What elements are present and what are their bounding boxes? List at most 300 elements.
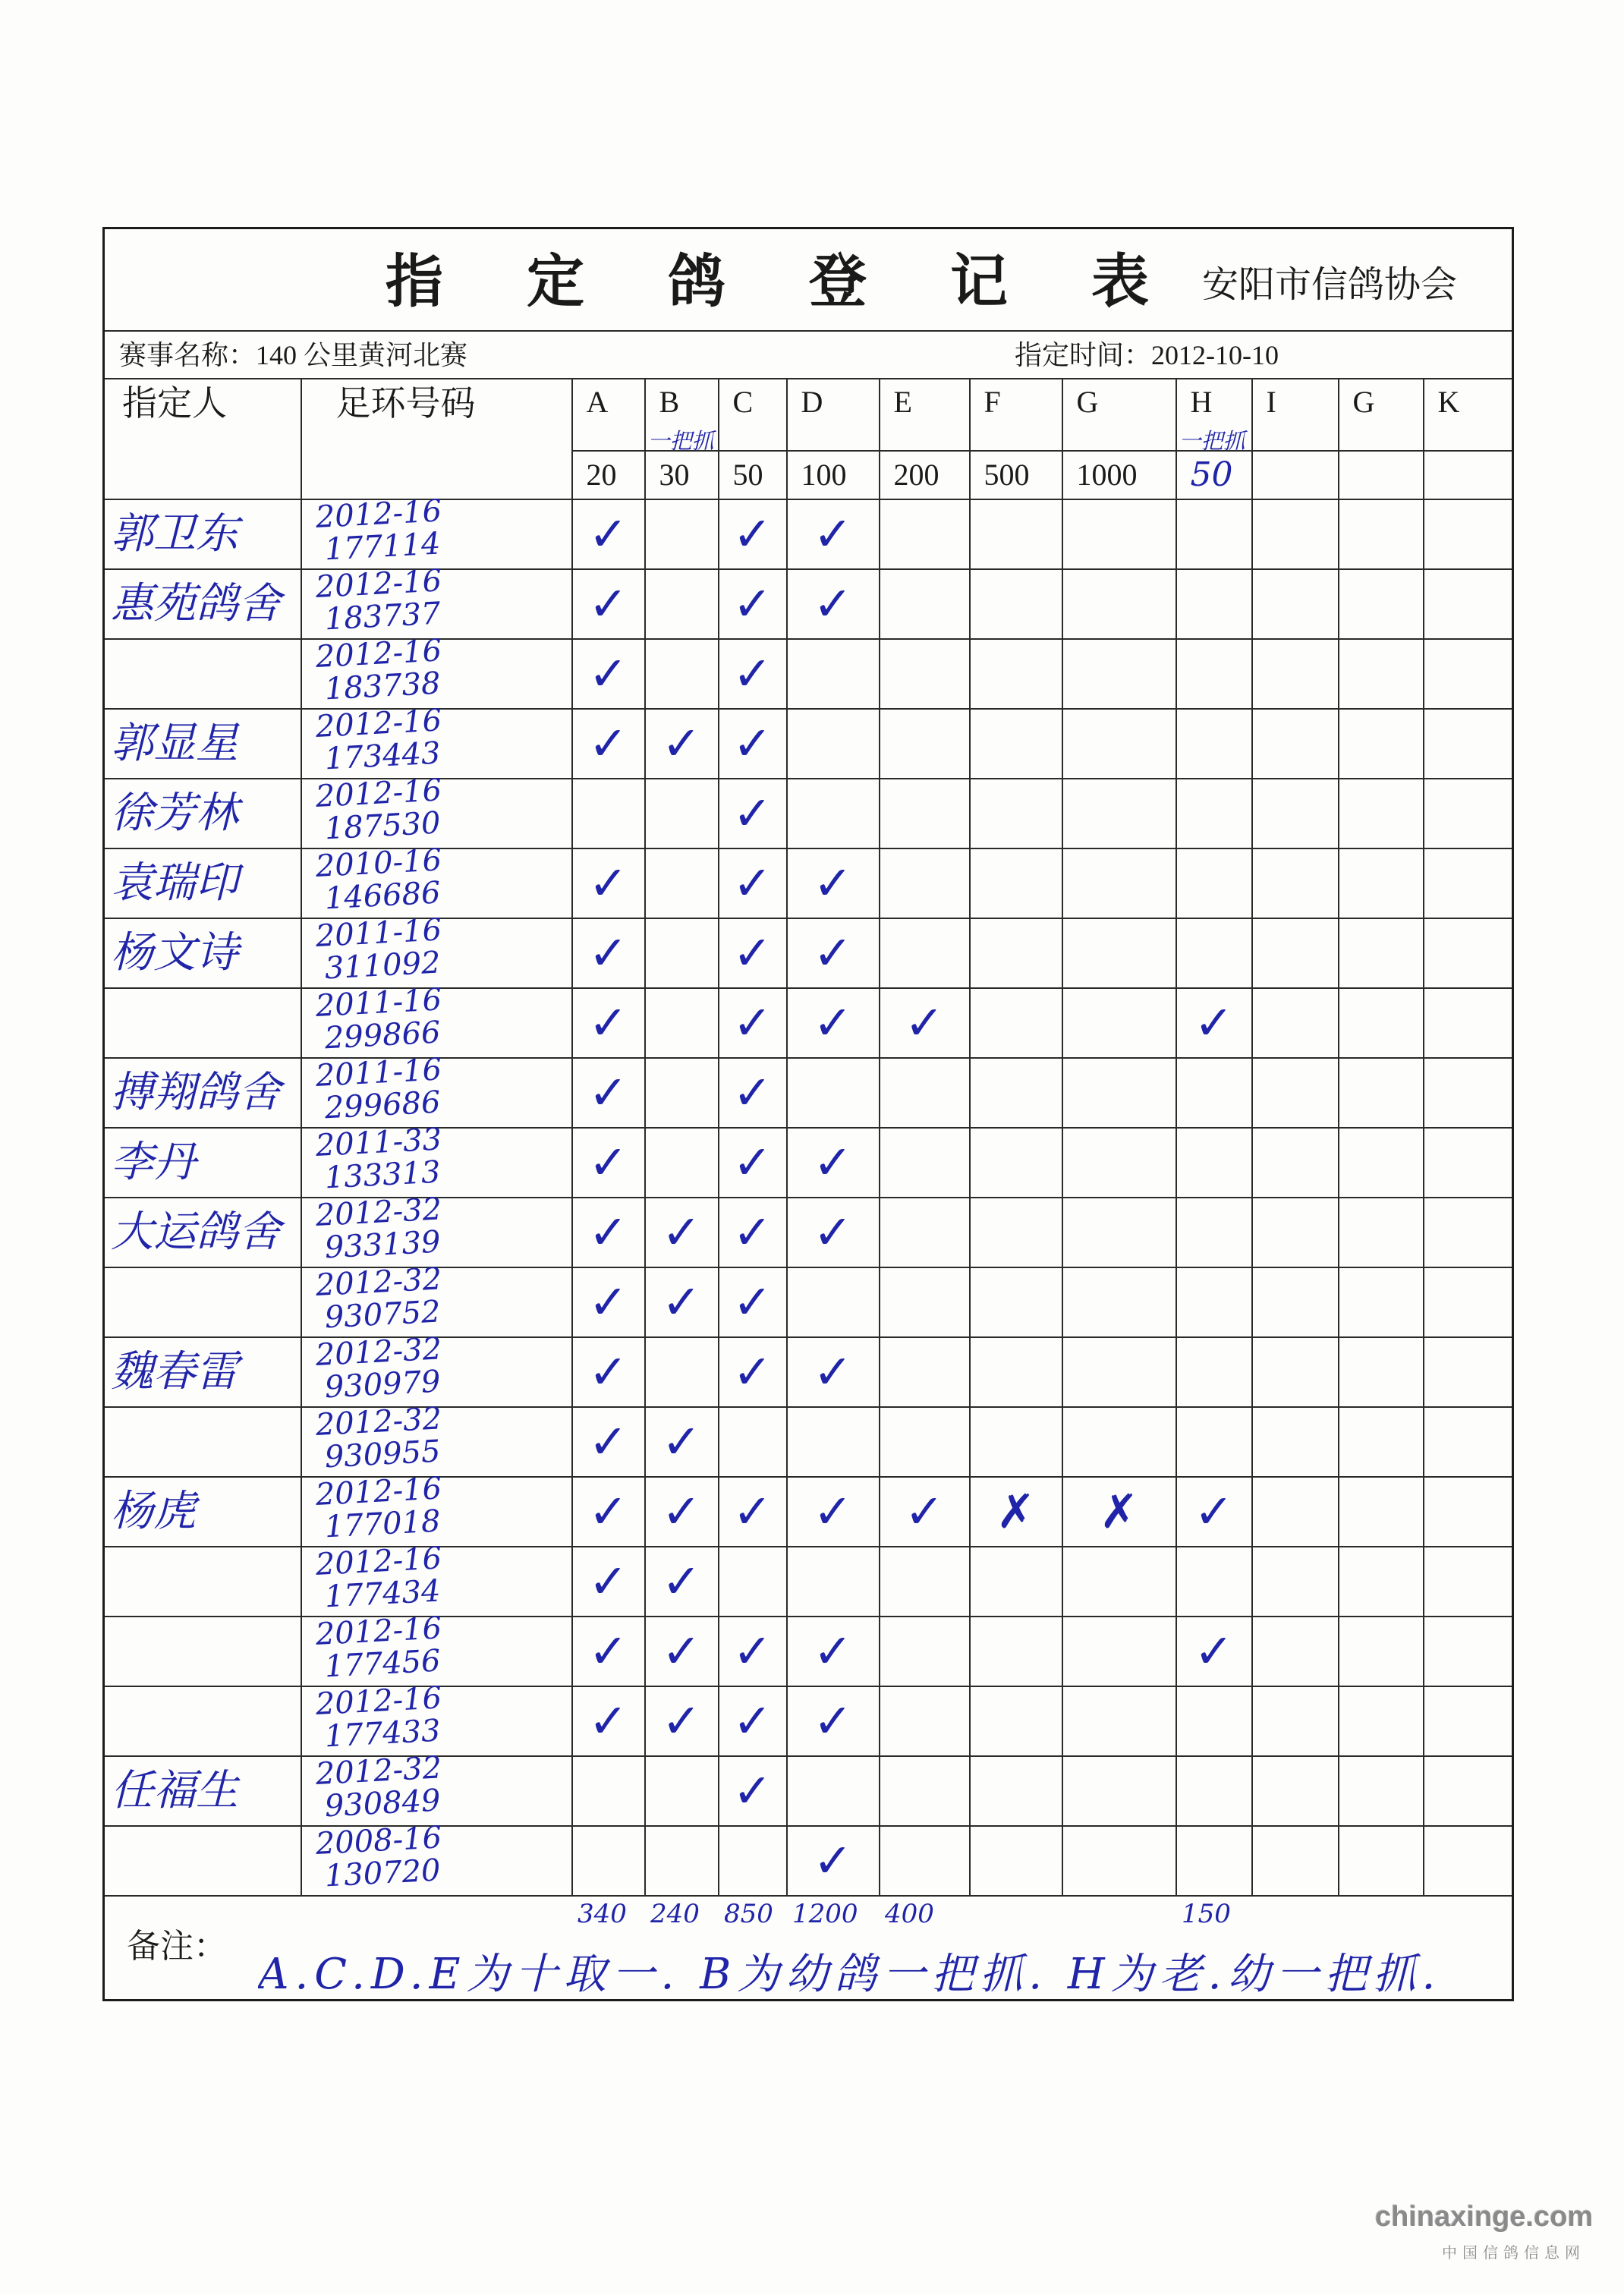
mark-cell-k bbox=[1424, 1756, 1513, 1826]
mark-cell-a bbox=[572, 779, 645, 848]
mark-cell-k bbox=[1424, 709, 1513, 779]
mark-cell-b bbox=[645, 1058, 719, 1128]
ring-cell bbox=[301, 1610, 572, 1686]
mark-cell-f bbox=[970, 1547, 1062, 1617]
ring-year: 2012-32 bbox=[314, 1192, 442, 1234]
check-mark: ✓ bbox=[588, 855, 628, 911]
mark-cell-k bbox=[1424, 499, 1513, 569]
category-c-header bbox=[719, 379, 787, 451]
mark-cell-c bbox=[719, 1198, 787, 1267]
mark-cell-a bbox=[572, 499, 645, 569]
mark-cell-f bbox=[970, 569, 1062, 639]
mark-cell-g bbox=[1339, 1267, 1424, 1337]
mark-cell-c bbox=[719, 639, 787, 709]
category-a-amount bbox=[572, 451, 645, 499]
mark-cell-g bbox=[1339, 918, 1424, 988]
mark-cell-i bbox=[1252, 1267, 1339, 1337]
owner-header-label: 指定人 bbox=[122, 384, 227, 423]
ring-year: 2012-16 bbox=[314, 703, 442, 745]
ring-number-block bbox=[302, 633, 571, 707]
check-mark: ✓ bbox=[588, 506, 628, 562]
ring-year: 2012-16 bbox=[314, 1610, 442, 1653]
mark-cell-b bbox=[645, 499, 719, 569]
registration-form bbox=[102, 227, 1512, 2001]
organization-name: 安阳市信鸽协会 bbox=[1202, 265, 1458, 305]
mark-cell-b bbox=[645, 1617, 719, 1686]
mark-cell-g bbox=[1339, 499, 1424, 569]
mark-cell-d bbox=[787, 569, 880, 639]
category-amount: 50 bbox=[732, 458, 763, 492]
mark-cell-h bbox=[1176, 918, 1252, 988]
ring-year: 2012-32 bbox=[314, 1401, 442, 1443]
mark-cell-k bbox=[1424, 1198, 1513, 1267]
category-k-header bbox=[1424, 379, 1513, 451]
mark-cell-c bbox=[719, 848, 787, 918]
check-mark: ✓ bbox=[813, 1833, 853, 1888]
check-mark: ✓ bbox=[1194, 995, 1234, 1050]
mark-cell-g bbox=[1339, 1337, 1424, 1407]
category-letter: B bbox=[659, 385, 680, 419]
mark-cell-e bbox=[880, 639, 970, 709]
ring-cell bbox=[301, 842, 572, 918]
ring-cell bbox=[301, 1680, 572, 1756]
mark-cell-g bbox=[1339, 1058, 1424, 1128]
mark-cell-h bbox=[1176, 1337, 1252, 1407]
mark-cell-i bbox=[1252, 1617, 1339, 1686]
mark-cell-h bbox=[1176, 1267, 1252, 1337]
mark-cell-b bbox=[645, 1547, 719, 1617]
mark-cell-g bbox=[1062, 1128, 1176, 1198]
form-title: 指定鸽登记表 bbox=[386, 250, 1232, 314]
check-mark: ✓ bbox=[588, 646, 628, 701]
event-info bbox=[119, 340, 467, 370]
check-mark: ✓ bbox=[588, 1204, 628, 1260]
ring-number: 930979 bbox=[323, 1364, 442, 1406]
mark-cell-k bbox=[1424, 848, 1513, 918]
mark-cell-c bbox=[719, 1477, 787, 1547]
check-mark: ✓ bbox=[662, 1484, 701, 1539]
ring-number: 177434 bbox=[323, 1573, 442, 1615]
category-d-header bbox=[787, 379, 880, 451]
ring-number: 177456 bbox=[323, 1643, 442, 1685]
mark-cell-d bbox=[787, 1267, 880, 1337]
owner-name: 徐芳林 bbox=[111, 789, 238, 838]
ring-number: 177114 bbox=[323, 526, 442, 568]
mark-cell-k bbox=[1424, 988, 1513, 1058]
mark-cell-e bbox=[880, 1547, 970, 1617]
mark-cell-d bbox=[787, 1826, 880, 1896]
mark-cell-g bbox=[1339, 1547, 1424, 1617]
mark-cell-g bbox=[1339, 848, 1424, 918]
mark-cell-g bbox=[1339, 1407, 1424, 1477]
table-row bbox=[104, 1477, 1513, 1547]
mark-cell-b bbox=[645, 1198, 719, 1267]
ring-year: 2011-16 bbox=[314, 1052, 442, 1094]
mark-cell-g bbox=[1062, 1337, 1176, 1407]
mark-cell-b bbox=[645, 1756, 719, 1826]
mark-cell-f bbox=[970, 499, 1062, 569]
check-mark: ✓ bbox=[813, 855, 853, 911]
mark-cell-h bbox=[1176, 1756, 1252, 1826]
mark-cell-a bbox=[572, 1267, 645, 1337]
remarks-text: A.C.D.E为十取一. B为幼鸽一把抓. H为老.幼一把抓. bbox=[258, 1951, 1442, 1998]
mark-cell-b bbox=[645, 1128, 719, 1198]
ring-cell bbox=[301, 1471, 572, 1547]
category-amount: 50 bbox=[1190, 455, 1233, 494]
ring-number: 930955 bbox=[323, 1434, 442, 1475]
ring-cell bbox=[301, 1261, 572, 1337]
category-a-header bbox=[572, 379, 645, 451]
mark-cell-c bbox=[719, 1128, 787, 1198]
category-k-amount bbox=[1424, 451, 1513, 499]
check-mark: ✓ bbox=[662, 1204, 701, 1260]
mark-cell-f bbox=[970, 639, 1062, 709]
mark-cell-a bbox=[572, 569, 645, 639]
ring-number-block bbox=[302, 1541, 571, 1615]
ring-cell bbox=[301, 1052, 572, 1128]
category-g-header bbox=[1062, 379, 1176, 451]
ring-year: 2012-16 bbox=[314, 773, 442, 815]
mark-cell-d bbox=[787, 1686, 880, 1756]
category-letter: I bbox=[1266, 385, 1276, 419]
check-mark: ✓ bbox=[813, 576, 853, 631]
table-row bbox=[104, 1686, 1513, 1756]
owner-cell bbox=[104, 1617, 301, 1686]
owner-cell bbox=[104, 1756, 301, 1826]
check-mark: ✓ bbox=[732, 1135, 773, 1190]
check-mark: ✓ bbox=[588, 1135, 628, 1190]
category-letter: F bbox=[984, 385, 1001, 419]
ring-number: 173443 bbox=[323, 735, 442, 777]
owner-cell bbox=[104, 499, 301, 569]
mark-cell-k bbox=[1424, 1547, 1513, 1617]
form-header bbox=[104, 228, 1513, 500]
check-mark: ✓ bbox=[588, 716, 628, 771]
mark-cell-c bbox=[719, 709, 787, 779]
mark-cell-g bbox=[1062, 1756, 1176, 1826]
owner-name: 郭卫东 bbox=[111, 509, 238, 559]
mark-cell-h bbox=[1176, 1686, 1252, 1756]
check-mark: ✓ bbox=[588, 1274, 628, 1330]
mark-cell-g bbox=[1339, 639, 1424, 709]
mark-cell-k bbox=[1424, 1826, 1513, 1896]
mark-cell-a bbox=[572, 1128, 645, 1198]
mark-cell-h bbox=[1176, 1617, 1252, 1686]
mark-cell-k bbox=[1424, 918, 1513, 988]
mark-cell-b bbox=[645, 1407, 719, 1477]
owner-name: 郭显星 bbox=[111, 719, 238, 768]
ring-number-block bbox=[302, 1192, 571, 1266]
mark-cell-f bbox=[970, 1617, 1062, 1686]
category-letter: H bbox=[1190, 385, 1213, 419]
mark-cell-e bbox=[880, 988, 970, 1058]
mark-cell-c bbox=[719, 918, 787, 988]
check-mark: ✓ bbox=[732, 855, 773, 911]
ring-year: 2012-32 bbox=[314, 1750, 442, 1793]
mark-cell-f bbox=[970, 709, 1062, 779]
remarks-cell bbox=[104, 1896, 1513, 2001]
mark-cell-e bbox=[880, 848, 970, 918]
mark-cell-k bbox=[1424, 1267, 1513, 1337]
check-mark: ✓ bbox=[732, 995, 773, 1050]
column-total: 400 bbox=[885, 1899, 934, 1929]
table-row bbox=[104, 779, 1513, 848]
event-row bbox=[104, 331, 1513, 379]
mark-cell-a bbox=[572, 1198, 645, 1267]
check-mark: ✓ bbox=[732, 1204, 773, 1260]
mark-cell-b bbox=[645, 1686, 719, 1756]
ring-cell bbox=[301, 1331, 572, 1407]
ring-cell bbox=[301, 1122, 572, 1198]
mark-cell-c bbox=[719, 1547, 787, 1617]
mark-cell-c bbox=[719, 1267, 787, 1337]
ring-number-block bbox=[302, 563, 571, 638]
check-mark: ✓ bbox=[813, 506, 853, 562]
mark-cell-f bbox=[970, 918, 1062, 988]
mark-cell-h bbox=[1176, 1198, 1252, 1267]
mark-cell-h bbox=[1176, 1826, 1252, 1896]
mark-cell-f bbox=[970, 1407, 1062, 1477]
mark-cell-d bbox=[787, 1547, 880, 1617]
mark-cell-f bbox=[970, 1686, 1062, 1756]
mark-cell-e bbox=[880, 918, 970, 988]
table-row bbox=[104, 1826, 1513, 1896]
owner-cell bbox=[104, 1477, 301, 1547]
check-mark: ✓ bbox=[588, 576, 628, 631]
ring-year: 2012-16 bbox=[314, 1541, 442, 1583]
check-mark: ✓ bbox=[1194, 1623, 1234, 1679]
title-cell bbox=[104, 228, 1513, 332]
category-e-amount bbox=[880, 451, 970, 499]
mark-cell-e bbox=[880, 709, 970, 779]
mark-cell-a bbox=[572, 1617, 645, 1686]
mark-cell-e bbox=[880, 499, 970, 569]
column-total: 850 bbox=[724, 1899, 773, 1929]
mark-cell-b bbox=[645, 639, 719, 709]
table-row bbox=[104, 1547, 1513, 1617]
category-letter: E bbox=[893, 385, 912, 419]
mark-cell-d bbox=[787, 1198, 880, 1267]
mark-cell-c bbox=[719, 988, 787, 1058]
mark-cell-d bbox=[787, 639, 880, 709]
ring-year: 2011-16 bbox=[314, 912, 442, 955]
mark-cell-k bbox=[1424, 1686, 1513, 1756]
mark-cell-i bbox=[1252, 848, 1339, 918]
mark-cell-i bbox=[1252, 499, 1339, 569]
mark-cell-i bbox=[1252, 1547, 1339, 1617]
mark-cell-e bbox=[880, 1337, 970, 1407]
mark-cell-k bbox=[1424, 1128, 1513, 1198]
remarks-row bbox=[104, 1896, 1513, 2001]
category-d-amount bbox=[787, 451, 880, 499]
mark-cell-c bbox=[719, 779, 787, 848]
check-mark: ✓ bbox=[813, 1484, 853, 1539]
mark-cell-i bbox=[1252, 1128, 1339, 1198]
mark-cell-h bbox=[1176, 639, 1252, 709]
ring-cell bbox=[301, 773, 572, 848]
table-row bbox=[104, 499, 1513, 569]
mark-cell-b bbox=[645, 1267, 719, 1337]
mark-cell-a bbox=[572, 848, 645, 918]
mark-cell-c bbox=[719, 569, 787, 639]
mark-cell-e bbox=[880, 1128, 970, 1198]
mark-cell-a bbox=[572, 709, 645, 779]
check-mark: ✓ bbox=[732, 1484, 773, 1539]
check-mark: ✓ bbox=[732, 506, 773, 562]
mark-cell-g bbox=[1062, 569, 1176, 639]
column-total: 150 bbox=[1182, 1899, 1231, 1929]
ring-number: 130720 bbox=[323, 1853, 442, 1894]
mark-cell-h bbox=[1176, 499, 1252, 569]
ring-number: 133313 bbox=[323, 1154, 442, 1196]
category-h-header bbox=[1176, 379, 1252, 454]
watermark-site: chinaxinge.com bbox=[1375, 2201, 1594, 2233]
check-mark: ✓ bbox=[813, 1344, 853, 1399]
mark-cell-c bbox=[719, 499, 787, 569]
table-row bbox=[104, 1337, 1513, 1407]
ring-number: 930752 bbox=[323, 1294, 442, 1336]
owner-cell bbox=[104, 639, 301, 709]
check-mark: ✓ bbox=[732, 785, 773, 841]
ring-year: 2010-16 bbox=[314, 842, 442, 885]
mark-cell-g bbox=[1339, 779, 1424, 848]
mark-cell-e bbox=[880, 1267, 970, 1337]
ring-year: 2012-16 bbox=[314, 1680, 442, 1723]
check-mark: ✓ bbox=[1194, 1484, 1234, 1539]
mark-cell-d bbox=[787, 848, 880, 918]
ring-year: 2012-16 bbox=[314, 563, 442, 606]
mark-cell-a bbox=[572, 1547, 645, 1617]
mark-cell-h bbox=[1176, 848, 1252, 918]
mark-cell-h bbox=[1176, 1547, 1252, 1617]
mark-cell-h bbox=[1176, 1477, 1252, 1547]
mark-cell-b bbox=[645, 1826, 719, 1896]
check-mark: ✓ bbox=[732, 1344, 773, 1399]
category-note: 一把抓 bbox=[1179, 428, 1245, 454]
mark-cell-f bbox=[970, 1267, 1062, 1337]
check-mark: ✓ bbox=[813, 925, 853, 981]
mark-cell-f bbox=[970, 1337, 1062, 1407]
mark-cell-g bbox=[1339, 1826, 1424, 1896]
table-row bbox=[104, 1198, 1513, 1267]
ring-year: 2011-33 bbox=[314, 1122, 442, 1164]
ring-number-block bbox=[302, 1610, 571, 1685]
check-mark: ✓ bbox=[813, 1204, 853, 1260]
mark-cell-a bbox=[572, 918, 645, 988]
mark-cell-i bbox=[1252, 1337, 1339, 1407]
ring-number: 933139 bbox=[323, 1224, 442, 1266]
category-amount: 20 bbox=[586, 458, 617, 492]
check-mark: ✓ bbox=[588, 1693, 628, 1749]
check-mark: ✓ bbox=[732, 1623, 773, 1679]
mark-cell-i bbox=[1252, 639, 1339, 709]
ring-number-block bbox=[302, 1122, 571, 1196]
mark-cell-i bbox=[1252, 1826, 1339, 1896]
mark-cell-g bbox=[1062, 1826, 1176, 1896]
category-g2-header bbox=[1339, 379, 1424, 451]
watermark-name: 中国信鸽信息网 bbox=[1442, 2243, 1585, 2262]
mark-cell-a bbox=[572, 988, 645, 1058]
check-mark: ✓ bbox=[813, 1135, 853, 1190]
mark-cell-a bbox=[572, 1686, 645, 1756]
owner-cell bbox=[104, 1128, 301, 1198]
mark-cell-c bbox=[719, 1686, 787, 1756]
mark-cell-k bbox=[1424, 1477, 1513, 1547]
mark-cell-i bbox=[1252, 1407, 1339, 1477]
ring-number: 177433 bbox=[323, 1713, 442, 1755]
category-i-header bbox=[1252, 379, 1339, 451]
mark-cell-f bbox=[970, 1058, 1062, 1128]
mark-cell-g bbox=[1062, 988, 1176, 1058]
ring-number: 187530 bbox=[323, 805, 442, 847]
mark-cell-g bbox=[1339, 709, 1424, 779]
mark-cell-e bbox=[880, 569, 970, 639]
ring-number: 930849 bbox=[323, 1783, 442, 1824]
mark-cell-i bbox=[1252, 918, 1339, 988]
mark-cell-g bbox=[1339, 1477, 1424, 1547]
check-mark: ✓ bbox=[905, 1484, 944, 1539]
mark-cell-h bbox=[1176, 709, 1252, 779]
event-label: 赛事名称： bbox=[119, 340, 257, 370]
mark-cell-a bbox=[572, 1407, 645, 1477]
mark-cell-d bbox=[787, 1058, 880, 1128]
mark-cell-g bbox=[1062, 779, 1176, 848]
owner-name: 杨虎 bbox=[111, 1487, 196, 1536]
mark-cell-b bbox=[645, 1477, 719, 1547]
ring-number-block bbox=[302, 493, 571, 568]
mark-cell-b bbox=[645, 569, 719, 639]
event-cell bbox=[104, 331, 1513, 379]
owner-cell bbox=[104, 709, 301, 779]
mark-cell-f bbox=[970, 1756, 1062, 1826]
owner-name: 魏春雷 bbox=[111, 1347, 238, 1396]
mark-cell-c bbox=[719, 1617, 787, 1686]
owner-cell bbox=[104, 848, 301, 918]
check-mark: ✓ bbox=[813, 995, 853, 1050]
mark-cell-k bbox=[1424, 569, 1513, 639]
check-mark: ✓ bbox=[732, 646, 773, 701]
mark-cell-c bbox=[719, 1337, 787, 1407]
ring-number-block bbox=[302, 912, 571, 987]
form-footer bbox=[104, 1896, 1513, 2001]
mark-cell-e bbox=[880, 1198, 970, 1267]
mark-cell-a bbox=[572, 1337, 645, 1407]
ring-number-block bbox=[302, 703, 571, 777]
category-letter: K bbox=[1437, 385, 1460, 419]
category-c-amount bbox=[719, 451, 787, 499]
ring-cell bbox=[301, 1541, 572, 1617]
mark-cell-g bbox=[1062, 709, 1176, 779]
mark-cell-i bbox=[1252, 1198, 1339, 1267]
mark-cell-g bbox=[1339, 569, 1424, 639]
ring-header-label: 足环号码 bbox=[335, 384, 476, 423]
check-mark: ✓ bbox=[588, 1344, 628, 1399]
mark-cell-b bbox=[645, 709, 719, 779]
mark-cell-c bbox=[719, 1826, 787, 1896]
ring-number-block bbox=[302, 842, 571, 917]
owner-name: 大运鸽舍 bbox=[111, 1207, 281, 1257]
ring-column-header bbox=[301, 379, 572, 499]
ring-cell bbox=[301, 1750, 572, 1826]
mark-cell-f bbox=[970, 1128, 1062, 1198]
mark-cell-a bbox=[572, 1058, 645, 1128]
mark-cell-g bbox=[1339, 1128, 1424, 1198]
ring-number-block bbox=[302, 982, 571, 1056]
ring-number: 311092 bbox=[323, 945, 442, 987]
mark-cell-h bbox=[1176, 779, 1252, 848]
owner-cell bbox=[104, 1267, 301, 1337]
mark-cell-g bbox=[1339, 1617, 1424, 1686]
